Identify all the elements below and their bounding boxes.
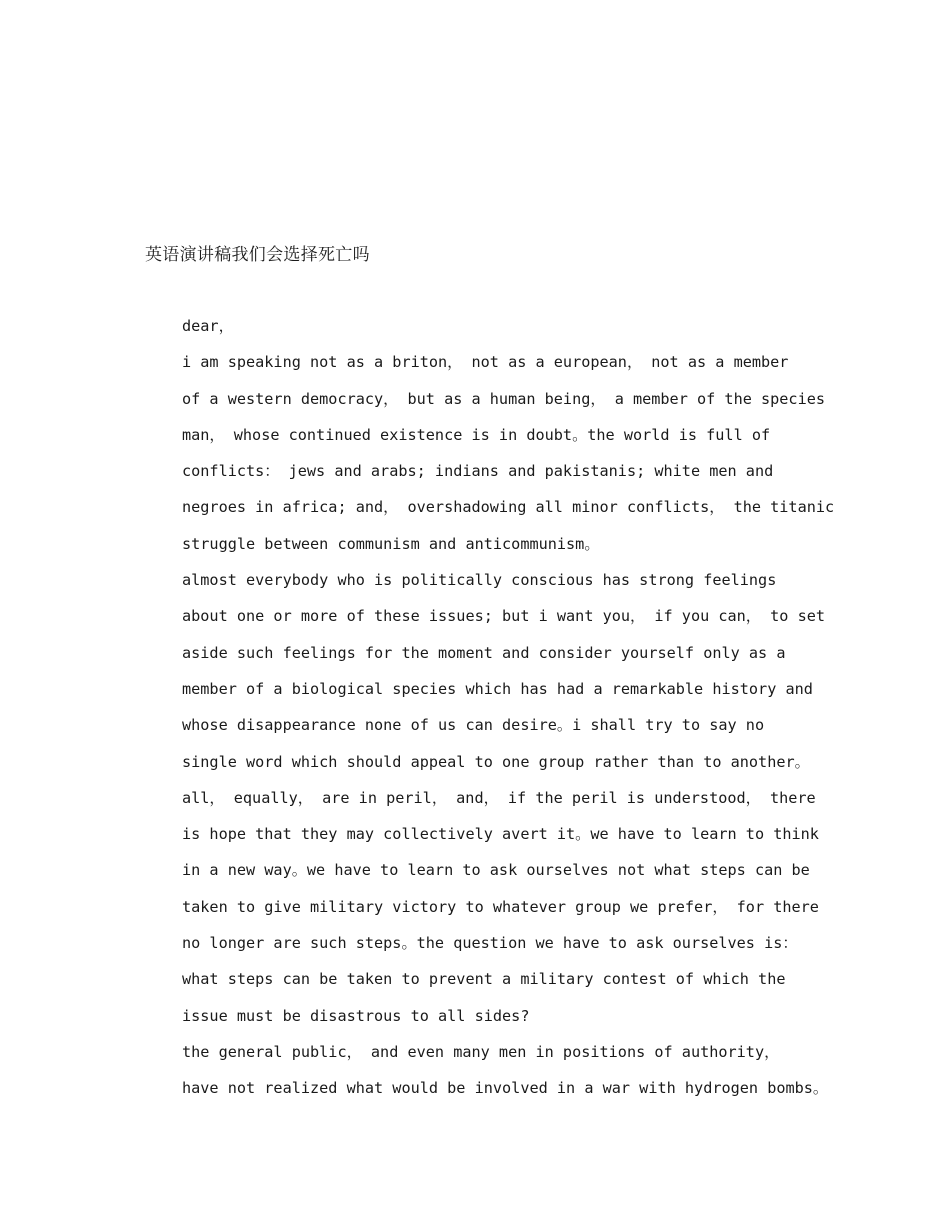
text-line: member of a biological species which has had a remarkable history and (182, 679, 813, 698)
text-line: the general public， and even many men in positions of authority， (182, 1042, 780, 1061)
text-line: have not realized what would be involved in a war with hydrogen bombs。 (182, 1079, 829, 1098)
paragraph-salutation (145, 308, 810, 344)
text-line: struggle between communism and anticommunism。 (182, 534, 600, 553)
paragraph-3 (145, 1034, 829, 1107)
text-line: negroes in africa; and， overshadowing all minor conflicts， the titanic (182, 498, 835, 517)
paragraph-2 (145, 562, 825, 1034)
text-line: man， whose continued existence is in doubt。the world is full of (182, 425, 771, 444)
text-line: in a new way。we have to learn to ask ourselves not what steps can be (182, 861, 810, 880)
text-line: about one or more of these issues; but i want you， if you can， to set (182, 607, 825, 626)
text-line: what steps can be taken to prevent a military contest of which the (182, 970, 786, 989)
text-line: i am speaking not as a briton， not as a european， not as a member (182, 353, 789, 372)
text-line: aside such feelings for the moment and consider yourself only as a (182, 643, 786, 662)
text-line: no longer are such steps。the question we have to ask ourselves is： (182, 934, 798, 953)
text-line: single word which should appeal to one group rather than to another。 (182, 752, 810, 771)
paragraph-1 (145, 344, 835, 562)
text-line: dear， (182, 317, 234, 335)
text-line: is hope that they may collectively avert it。we have to learn to think (182, 825, 819, 844)
text-line: whose disappearance none of us can desire。i shall try to say no (182, 716, 765, 735)
text-line: almost everybody who is politically conscious has strong feelings (182, 571, 777, 590)
text-line: conflicts： jews and arabs; indians and pakistanis; white men and (182, 462, 774, 481)
document-title: 英语演讲稿我们会选择死亡吗 (145, 245, 370, 265)
text-line: taken to give military victory to whatever group we prefer， for there (182, 897, 819, 916)
document-body (145, 308, 835, 1107)
text-line: issue must be disastrous to all sides? (182, 1006, 530, 1025)
text-line: of a western democracy， but as a human being， a member of the species (182, 389, 825, 408)
text-line: all， equally， are in peril， and， if the peril is understood， there (182, 788, 816, 807)
